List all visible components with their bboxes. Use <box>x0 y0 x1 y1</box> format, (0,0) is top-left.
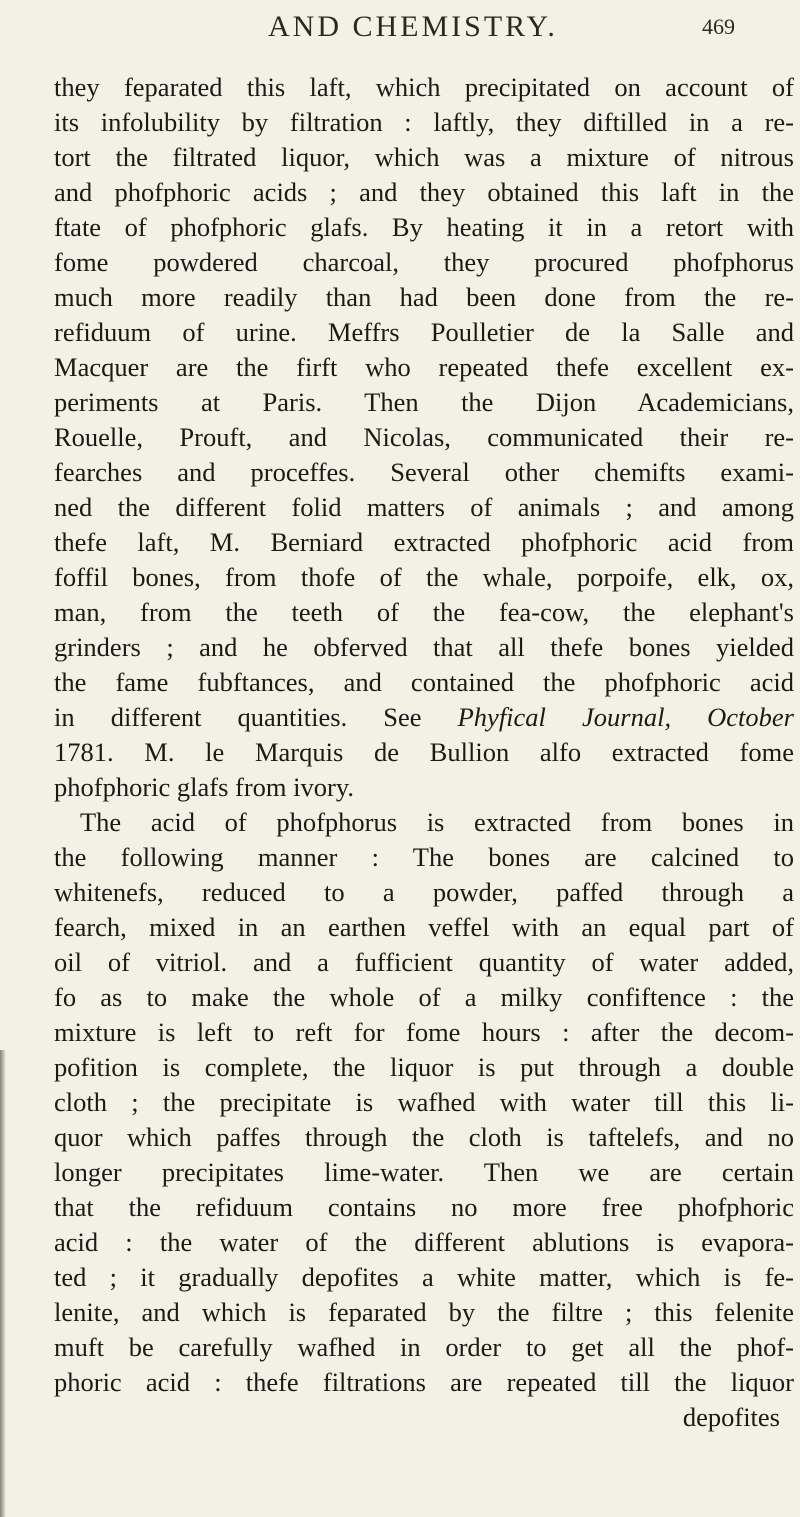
text-line: much more readily than had been done from the re- <box>54 282 794 312</box>
running-head: AND CHEMISTRY. <box>268 10 558 43</box>
text-line: fearch, mixed in an earthen veffel with an equal part of <box>54 912 794 942</box>
text-line: fo as to make the whole of a milky confiftence : the <box>54 982 794 1012</box>
text-line: refiduum of urine. Meffrs Poulletier de la Salle and <box>54 317 794 347</box>
text-line: and phofphoric acids ; and they obtained this laft in the <box>54 177 794 207</box>
text-line: phofphoric glafs from ivory. <box>54 772 355 802</box>
page-edge-shadow <box>0 1050 6 1517</box>
text-line: the following manner : The bones are calcined to <box>54 842 794 872</box>
text-line: ned the different folid matters of animals ; and among <box>54 492 794 522</box>
text-line: grinders ; and he obferved that all thefe bones yielded <box>54 632 794 662</box>
text-line: longer precipitates lime-water. Then we are certain <box>54 1157 794 1187</box>
text-line: its infolubility by filtration : laftly, they diftilled in a re- <box>54 107 794 137</box>
text-line: tort the filtrated liquor, which was a mixture of nitrous <box>54 142 794 172</box>
text-line: pofition is complete, the liquor is put through a double <box>54 1052 794 1082</box>
text-line-citation <box>54 700 794 735</box>
text-line: thefe laft, M. Berniard extracted phofphoric acid from <box>54 527 794 557</box>
text-line: periments at Paris. Then the Dijon Academicians, <box>54 387 794 417</box>
text-line: Rouelle, Prouft, and Nicolas, communicated their re- <box>54 422 794 452</box>
text-line: oil of vitriol. and a fufficient quantity of water added, <box>54 947 794 977</box>
text-line: phoric acid : thefe filtrations are repeated till the liquor <box>54 1367 794 1397</box>
text-line: the fame fubftances, and contained the phofphoric acid <box>54 667 794 697</box>
text-line: mixture is left to reft for fome hours : after the decom- <box>54 1017 794 1047</box>
text-line: The acid of phofphorus is extracted from bones in <box>80 807 794 837</box>
text-line: quor which paffes through the cloth is taftelefs, and no <box>54 1122 794 1152</box>
text-line: whitenefs, reduced to a powder, paffed through a <box>54 877 794 907</box>
citation-lead: in different quantities. See <box>54 702 458 732</box>
text-line: 1781. M. le Marquis de Bullion alfo extracted fome <box>54 737 794 767</box>
text-line: ftate of phofphoric glafs. By heating it in a retort with <box>54 212 794 242</box>
text-line: that the refiduum contains no more free phofphoric <box>54 1192 794 1222</box>
text-line: cloth ; the precipitate is wafhed with water till this li- <box>54 1087 794 1117</box>
text-line: muft be carefully wafhed in order to get all the phof- <box>54 1332 794 1362</box>
text-line: ted ; it gradually depofites a white matter, which is fe- <box>54 1262 794 1292</box>
page-number: 469 <box>702 14 735 39</box>
catchword-line <box>54 1400 794 1435</box>
text-line: foffil bones, from thofe of the whale, porpoife, elk, ox, <box>54 562 794 592</box>
catchword: depofites <box>682 1402 780 1432</box>
text-line: fearches and proceffes. Several other chemifts exami- <box>54 457 794 487</box>
text-line: they feparated this laft, which precipitated on account of <box>54 72 794 102</box>
text-line: fome powdered charcoal, they procured phofphorus <box>54 247 794 277</box>
body-text <box>54 70 794 1435</box>
text-line: lenite, and which is feparated by the filtre ; this felenite <box>54 1297 794 1327</box>
text-line: acid : the water of the different ablutions is evapora- <box>54 1227 794 1257</box>
journal-title-italic: Phyfical Journal, October <box>457 702 794 732</box>
text-line: Macquer are the firft who repeated thefe excellent ex- <box>54 352 794 382</box>
text-line: man, from the teeth of the fea-cow, the elephant's <box>54 597 794 627</box>
